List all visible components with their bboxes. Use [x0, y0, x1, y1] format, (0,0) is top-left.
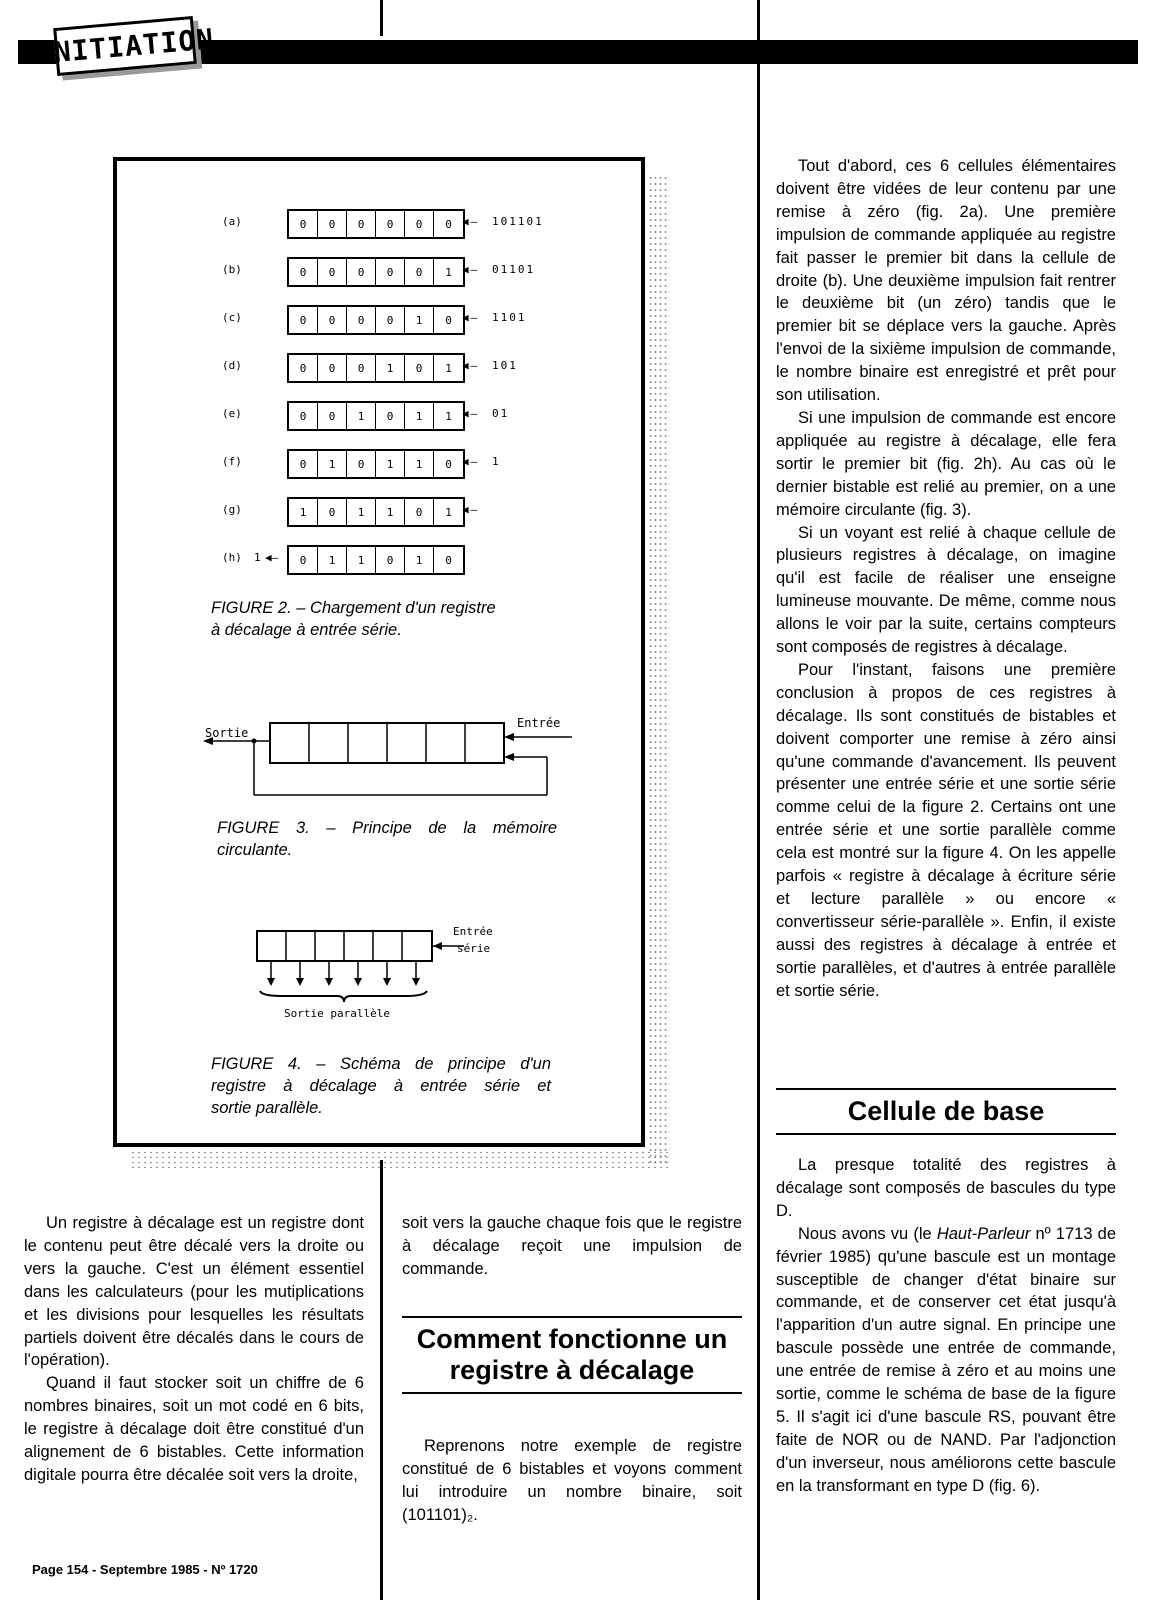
caption-line: FIGURE 4. – Schéma de principe d'un — [211, 1055, 551, 1073]
register-cell: 0 — [405, 211, 434, 237]
register-cell: 1 — [445, 409, 452, 423]
register-cell: 0 — [376, 259, 405, 285]
register-cell: 0 — [289, 451, 318, 477]
register-cell: 0 — [318, 403, 347, 429]
paragraph: Tout d'abord, ces 6 cellules élémentaires doivent être vidées de leur contenu par une remise à zéro (fig. 2a). Une première impulsion de commande appliquée au registre fait passer le premier bit dans la cellule de droite (b). Une deuxième impulsion fait rentrer le deuxième bit (un zéro) tandis que le premier bit se déplace vers la gauche. Après l'envoi de la sixième impulsion de commande, le nombre binaire est enregistré et prêt pour son utilisation. — [776, 157, 1116, 405]
paragraph: Si une impulsion de commande est encore appliquée au registre à décalage, elle fera sortir le premier bit (fig. 2h). Au cas où le dernier bistable est relié au premier, on a une mémoire circulante (fig. 3). — [776, 408, 1116, 519]
register-cell: 1 — [289, 499, 318, 525]
register-cells — [287, 353, 465, 383]
register-cells — [287, 209, 465, 239]
register-cell: 0 — [405, 259, 434, 285]
register-cell: 1 — [376, 355, 405, 381]
input-bits: 101101 — [492, 215, 544, 228]
register-cell: 0 — [289, 307, 318, 333]
register-cell: 0 — [289, 355, 318, 381]
input-arrow-icon: ◀— — [462, 407, 480, 420]
right-column-bottom — [776, 1154, 1116, 1498]
register-cell: 1 — [445, 361, 452, 375]
output-arrow-icon: ◀— — [265, 551, 279, 564]
text: nº 1713 de février 1985) qu'une bascule est un montage susceptible de changer d'état binaire sur commande, et de conserver cet état jusqu'à l'apparition d'un autre signal. En principe une bascule possède une entrée de commande, une entrée de remise à zéro et au moins une sortie, comme le schéma de base de la figure 5. Il s'agit ici d'une bascule RS, pouvant être faite de NOR ou de NAND. Par l'adjonction d'un inverseur, nous améliorons cette bascule en la transformant en type D (fig. 6). — [776, 1224, 1116, 1495]
caption-line: à décalage à entrée série. — [211, 621, 402, 639]
paragraph: soit vers la gauche chaque fois que le registre à décalage reçoit une impulsion de commande. — [402, 1214, 742, 1278]
input-bits: 1101 — [492, 311, 527, 324]
paragraph — [776, 1223, 1116, 1498]
input-arrow-icon: ◀— — [462, 359, 480, 372]
row-label: (b) — [222, 263, 242, 276]
register-row — [117, 497, 641, 527]
register-row — [117, 545, 641, 575]
register-cell: 1 — [445, 265, 452, 279]
register-cell: 0 — [289, 259, 318, 285]
figure-4-diagram — [252, 926, 502, 1006]
register-cell: 1 — [347, 499, 376, 525]
figure-3-caption — [217, 817, 557, 861]
paragraph: Un registre à décalage est un registre dont le contenu peut être décalé vers la droite ou vers la gauche. C'est un élément essentiel dans les calculateurs (pour les mutiplications et les divisions pour lesquelles les résultats partiels doivent être décalés dans le cours de l'opération). — [24, 1214, 364, 1370]
paragraph: Si un voyant est relié à chaque cellule de plusieurs registres à décalage, on imagine qu'il est facile de réaliser une enseigne lumineuse mouvante. De même, comme nous allons le voir par la suite, certains compteurs sont composés de registres à décalage. — [776, 523, 1116, 657]
paragraph: La presque totalité des registres à décalage sont composés de bascules du type D. — [776, 1156, 1116, 1220]
register-row — [117, 449, 641, 479]
register-cell: 0 — [445, 457, 452, 471]
caption-line: circulante. — [217, 841, 293, 859]
figure-4-input-label-2: série — [457, 942, 491, 955]
register-cell: 0 — [405, 499, 434, 525]
register-cells — [287, 305, 465, 335]
page-footer: Page 154 - Septembre 1985 - Nº 1720 — [32, 1562, 258, 1577]
register-cell: 0 — [376, 547, 405, 573]
paragraph: Pour l'instant, faisons une première conclusion à propos de ces registres à décalage. Ils sont constitués de bistables et doivent comporter une remise à zéro ainsi qu'une commande d'avancement. Ils peuvent présenter une entrée série et une sortie série comme celui de la figure 2. Certains ont une entrée série et une sortie parallèle comme cela est montré sur la figure 4. On les appelle parfois « registre à décalage à écriture série et lecture parallèle » ou encore « convertisseur série-parallèle ». Enfin, il existe aussi des registres à décalage à entrée et sortie parallèles, et d'autres à entrée parallèle et sortie série. — [776, 660, 1116, 1000]
register-cell: 1 — [376, 451, 405, 477]
input-arrow-icon: ◀— — [462, 503, 480, 516]
row-label: (f) — [222, 455, 242, 468]
figure-shadow-bottom — [130, 1150, 670, 1170]
register-row — [117, 353, 641, 383]
input-arrow-icon: ◀— — [462, 311, 480, 324]
register-cell: 0 — [318, 211, 347, 237]
register-cell: 0 — [347, 211, 376, 237]
figure-box — [113, 157, 645, 1147]
figure-4-output-label: Sortie parallèle — [284, 1007, 390, 1020]
register-cell: 1 — [318, 547, 347, 573]
input-arrow-icon: ◀— — [462, 215, 480, 228]
register-cell: 0 — [347, 307, 376, 333]
register-cell: 0 — [376, 307, 405, 333]
register-cell: 1 — [405, 451, 434, 477]
register-cell: 1 — [376, 499, 405, 525]
middle-column-top — [402, 1212, 742, 1281]
right-column-top — [776, 155, 1116, 1003]
register-cell: 0 — [347, 259, 376, 285]
middle-column-bottom — [402, 1435, 742, 1527]
register-cells — [287, 497, 465, 527]
register-cell: 1 — [445, 505, 452, 519]
register-cell: 0 — [318, 499, 347, 525]
column-rule-left — [380, 0, 383, 36]
register-cell: 0 — [289, 403, 318, 429]
register-cell: 1 — [318, 451, 347, 477]
row-label: (g) — [222, 503, 242, 516]
row-label: (c) — [222, 311, 242, 324]
register-cell: 1 — [347, 547, 376, 573]
register-cell: 0 — [318, 259, 347, 285]
text: Nous avons vu (le — [798, 1224, 937, 1243]
input-bits: 01101 — [492, 263, 536, 276]
register-row — [117, 305, 641, 335]
caption-line: FIGURE 3. – Principe de la mémoire — [217, 819, 557, 837]
input-arrow-icon: ◀— — [462, 455, 480, 468]
register-cell: 0 — [445, 553, 452, 567]
caption-line: sortie parallèle. — [211, 1099, 323, 1117]
section-heading: Cellule de base — [776, 1088, 1116, 1135]
register-cells — [287, 545, 465, 575]
section-tag: INITIATION — [53, 16, 197, 76]
register-row — [117, 209, 641, 239]
figure-4-input-label-1: Entrée — [453, 925, 493, 938]
row-label: (e) — [222, 407, 242, 420]
row-label: (a) — [222, 215, 242, 228]
register-row — [117, 401, 641, 431]
register-cell: 0 — [445, 313, 452, 327]
register-cell: 0 — [318, 307, 347, 333]
column-rule-left-lower — [380, 1160, 383, 1600]
caption-line: FIGURE 2. – Chargement d'un registre — [211, 599, 496, 617]
publication-name: Haut-Parleur — [936, 1224, 1031, 1243]
register-cell: 1 — [405, 403, 434, 429]
register-cell: 0 — [347, 355, 376, 381]
register-cells — [287, 257, 465, 287]
register-cell: 1 — [347, 403, 376, 429]
input-bits: 01 — [492, 407, 510, 420]
register-cell: 0 — [376, 211, 405, 237]
register-cells — [287, 401, 465, 431]
left-column — [24, 1212, 364, 1487]
row-label: (h) — [222, 551, 242, 564]
register-cell: 1 — [405, 307, 434, 333]
register-cell: 0 — [347, 451, 376, 477]
caption-line: registre à décalage à entrée série et — [211, 1077, 551, 1095]
column-rule-right — [757, 0, 760, 1600]
register-cell: 0 — [289, 547, 318, 573]
figure-3-input-label: Entrée — [517, 716, 561, 730]
row-label: (d) — [222, 359, 242, 372]
figure-2-caption — [211, 597, 496, 641]
input-bits: 1 — [492, 455, 501, 468]
register-cells — [287, 449, 465, 479]
figure-shadow — [648, 175, 670, 1165]
register-cell: 0 — [445, 217, 452, 231]
paragraph: Quand il faut stocker soit un chiffre de 6 nombres binaires, soit un mot codé en 6 bits, le registre à décalage doit être constitué d'un alignement de 6 bistables. Cette information digitale pourra être décalée soit vers la droite, — [24, 1374, 364, 1484]
paragraph: Reprenons notre exemple de registre constitué de 6 bistables et voyons comment lui introduire un nombre binaire, soit (101101)₂. — [402, 1437, 742, 1524]
register-cell: 1 — [405, 547, 434, 573]
output-bit: 1 — [254, 551, 261, 564]
register-cell: 0 — [318, 355, 347, 381]
register-cell: 0 — [376, 403, 405, 429]
figure-4-caption — [211, 1053, 551, 1119]
input-bits: 101 — [492, 359, 518, 372]
section-heading: Comment fonctionne un registre à décalage — [402, 1316, 742, 1394]
input-arrow-icon: ◀— — [462, 263, 480, 276]
register-cell: 0 — [289, 211, 318, 237]
register-row — [117, 257, 641, 287]
figure-3-output-label: Sortie — [205, 726, 249, 740]
register-cell: 0 — [405, 355, 434, 381]
